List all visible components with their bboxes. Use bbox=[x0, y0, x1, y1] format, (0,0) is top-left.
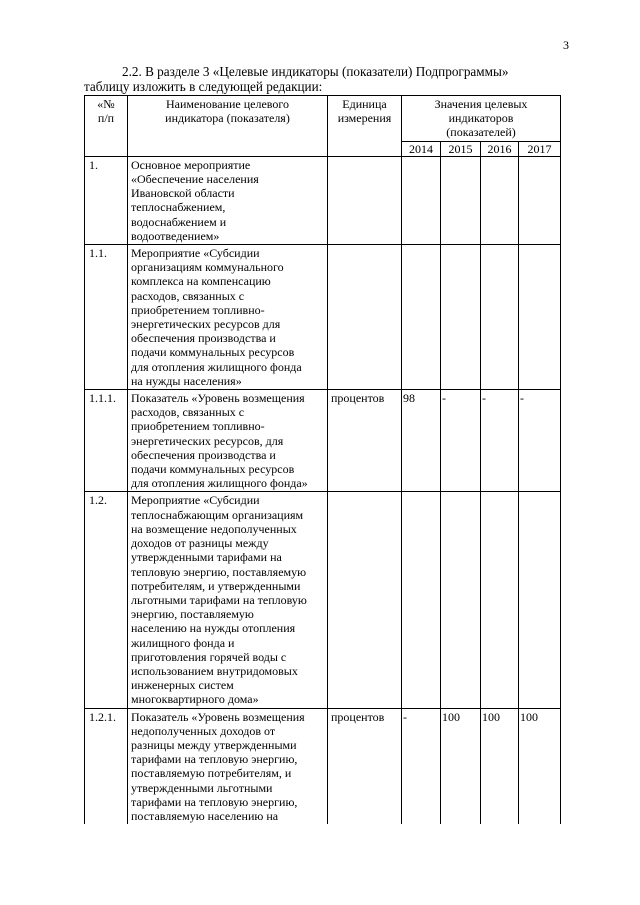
header-year: 2016 bbox=[481, 141, 519, 156]
unit-cell bbox=[328, 245, 402, 390]
header-year: 2014 bbox=[402, 141, 441, 156]
indicator-name-line: Показатель «Уровень возмещения bbox=[131, 391, 305, 406]
value-cell: - bbox=[402, 708, 441, 824]
table-row bbox=[85, 156, 561, 244]
indicator-name-line: на возмещение недополученных bbox=[131, 521, 297, 536]
indicator-name-line: теплоснабжением, bbox=[131, 200, 226, 215]
value-cell: - bbox=[481, 390, 519, 492]
indicator-name-line: населению на нужды отопления bbox=[131, 621, 296, 636]
unit-cell bbox=[328, 492, 402, 708]
indicator-name-line: недополученных доходов от bbox=[131, 723, 276, 738]
row-number: 1.2.1. bbox=[85, 708, 128, 824]
indicator-name-line: Показатель «Уровень возмещения bbox=[131, 709, 305, 724]
header-year: 2017 bbox=[519, 141, 561, 156]
indicator-name-line: для отопления жилищного фонда» bbox=[131, 476, 308, 491]
value-cell: 100 bbox=[481, 708, 519, 824]
row-number: 1.1.1. bbox=[85, 390, 128, 492]
indicator-name-line: теплоснабжающим организациям bbox=[131, 507, 304, 522]
value-cell bbox=[481, 492, 519, 708]
value-cell: - bbox=[519, 390, 561, 492]
indicator-name-line: утвержденными тарифами на bbox=[131, 550, 282, 565]
indicator-name bbox=[128, 245, 328, 390]
indicator-name-line: многоквартирного дома» bbox=[131, 692, 259, 707]
value-cell: 100 bbox=[441, 708, 481, 824]
value-cell bbox=[402, 245, 441, 390]
indicator-name bbox=[128, 492, 328, 708]
intro-line-2: таблицу изложить в следующей редакции: bbox=[84, 79, 323, 94]
indicator-name-line: доходов от разницы между bbox=[131, 536, 269, 551]
indicator-name bbox=[128, 156, 328, 244]
header-name bbox=[128, 96, 328, 157]
row-number: 1. bbox=[85, 156, 128, 244]
indicator-name-line: Ивановской области bbox=[131, 186, 235, 201]
header-values-line: индикаторов bbox=[448, 111, 514, 126]
indicator-name-line: поставляемую населению на bbox=[131, 808, 279, 823]
intro-paragraph bbox=[84, 64, 576, 94]
indicator-name-line: поставляемую потребителям, и bbox=[131, 766, 292, 781]
indicator-name-line: подачи коммунальных ресурсов bbox=[131, 345, 295, 360]
indicator-name-line: приготовления горячей воды с bbox=[131, 649, 287, 664]
value-cell bbox=[519, 156, 561, 244]
header-num-line: п/п bbox=[97, 111, 115, 126]
indicator-name-line: использованием внутридомовых bbox=[131, 663, 298, 678]
unit-cell: процентов bbox=[328, 390, 402, 492]
unit-cell: процентов bbox=[328, 708, 402, 824]
indicator-name-line: энергетических ресурсов, для bbox=[131, 433, 284, 448]
header-unit bbox=[328, 96, 402, 157]
indicator-name-line: расходов, связанных с bbox=[131, 288, 245, 303]
table-row bbox=[85, 492, 561, 708]
value-cell bbox=[441, 492, 481, 708]
indicator-name bbox=[128, 390, 328, 492]
indicator-name-line: водоотведением» bbox=[131, 228, 220, 243]
value-cell bbox=[441, 245, 481, 390]
indicator-name-line: обеспечения производства и bbox=[131, 447, 276, 462]
indicator-name-line: льготными тарифами на тепловую bbox=[131, 592, 307, 607]
indicator-name-line: тепловую энергию, поставляемую bbox=[131, 564, 307, 579]
indicator-name-line: энергию, поставляемую bbox=[131, 607, 254, 622]
value-cell bbox=[481, 156, 519, 244]
indicator-name-line: утвержденными льготными bbox=[131, 780, 273, 795]
header-year: 2015 bbox=[441, 141, 481, 156]
indicator-name-line: «Обеспечение населения bbox=[131, 172, 259, 187]
indicator-name-line: для отопления жилищного фонда bbox=[131, 359, 302, 374]
indicator-name bbox=[128, 708, 328, 824]
indicator-name-line: комплекса на компенсацию bbox=[131, 274, 271, 289]
value-cell bbox=[402, 492, 441, 708]
header-name-line: индикатора (показателя) bbox=[165, 111, 290, 126]
indicator-name-line: Мероприятие «Субсидии bbox=[131, 246, 260, 261]
indicator-name-line: обеспечения производства и bbox=[131, 331, 276, 346]
header-num bbox=[85, 96, 128, 157]
table-row bbox=[85, 245, 561, 390]
indicator-name-line: жилищного фонда и bbox=[131, 635, 235, 650]
indicator-name-line: расходов, связанных с bbox=[131, 405, 245, 420]
value-cell bbox=[441, 156, 481, 244]
value-cell bbox=[481, 245, 519, 390]
header-unit-line: измерения bbox=[337, 111, 392, 126]
indicator-name-line: разницы между утвержденными bbox=[131, 737, 297, 752]
header-row bbox=[85, 96, 561, 142]
value-cell bbox=[519, 245, 561, 390]
indicator-name-line: тарифами на тепловую энергию, bbox=[131, 794, 298, 809]
indicator-name-line: водоснабжением и bbox=[131, 214, 227, 229]
indicator-name-line: Основное мероприятие bbox=[131, 157, 251, 172]
indicator-name-line: подачи коммунальных ресурсов bbox=[131, 462, 295, 477]
row-number: 1.1. bbox=[85, 245, 128, 390]
value-cell: 98 bbox=[402, 390, 441, 492]
value-cell bbox=[519, 492, 561, 708]
value-cell: - bbox=[441, 390, 481, 492]
row-number: 1.2. bbox=[85, 492, 128, 708]
indicator-name-line: приобретением топливно- bbox=[131, 419, 265, 434]
unit-cell bbox=[328, 156, 402, 244]
indicator-name-line: приобретением топливно- bbox=[131, 302, 265, 317]
table-row bbox=[85, 390, 561, 492]
header-values-line: (показателей) bbox=[446, 125, 516, 140]
value-cell bbox=[402, 156, 441, 244]
header-values bbox=[402, 96, 561, 142]
indicator-name-line: на нужды населения» bbox=[131, 373, 242, 388]
page-number: 3 bbox=[563, 38, 569, 52]
table-row bbox=[85, 708, 561, 824]
header-name-line: Наименование целевого bbox=[165, 97, 290, 111]
intro-line-1: 2.2. В разделе 3 «Целевые индикаторы (показатели) Подпрограммы» bbox=[122, 64, 509, 79]
value-cell: 100 bbox=[519, 708, 561, 824]
indicator-name-line: потребителям, и утвержденными bbox=[131, 578, 301, 593]
indicator-name-line: тарифами на тепловую энергию, bbox=[131, 752, 298, 767]
header-num-line: «№ bbox=[97, 97, 115, 111]
indicator-name-line: организациям коммунального bbox=[131, 260, 284, 275]
indicator-name-line: инженерных систем bbox=[131, 678, 234, 693]
target-indicators-table bbox=[84, 95, 561, 824]
header-unit-line: Единица bbox=[342, 97, 387, 111]
indicator-name-line: энергетических ресурсов для bbox=[131, 317, 281, 332]
indicator-name-line: Мероприятие «Субсидии bbox=[131, 493, 260, 508]
header-values-line: Значения целевых bbox=[434, 97, 528, 111]
